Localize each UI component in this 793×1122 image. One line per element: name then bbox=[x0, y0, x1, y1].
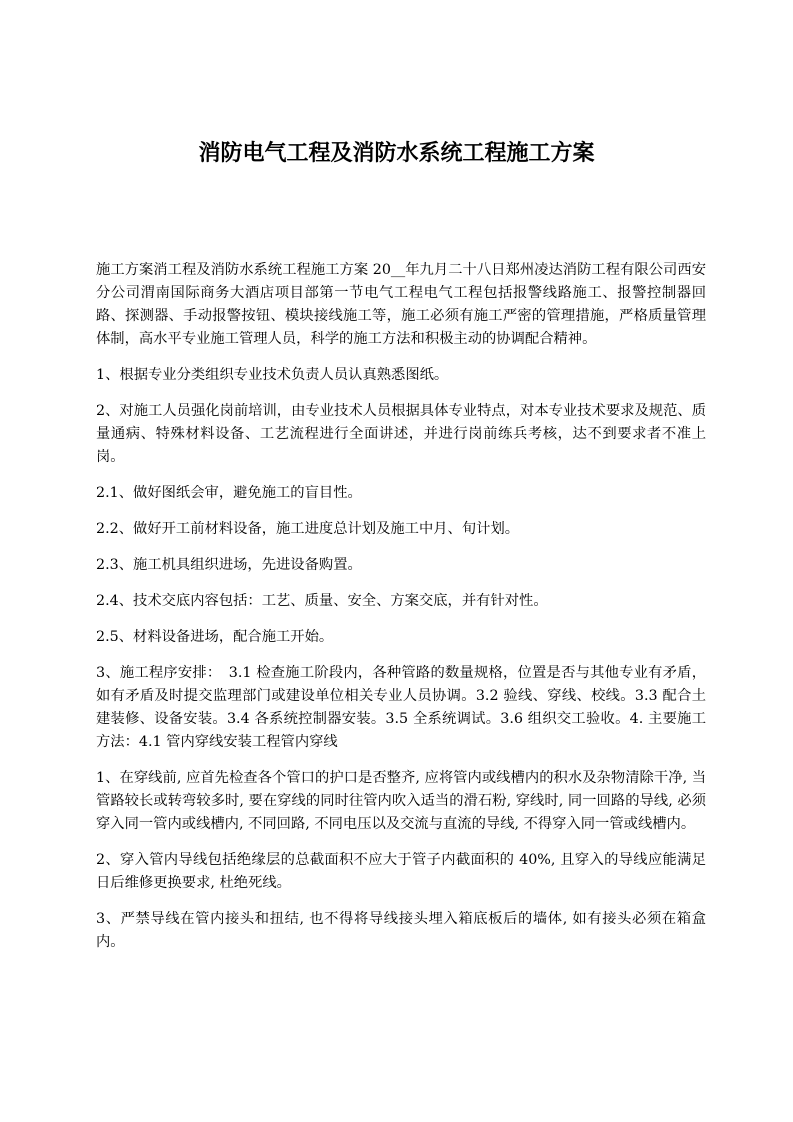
paragraph-item-2-3: 2.3、施工机具组织进场，先进设备购置。 bbox=[96, 557, 362, 573]
paragraph-wiring-2: 2、穿入管内导线包括绝缘层的总截面积不应大于管子内截面积的 40%, 且穿入的导线应能满足日后维修更换要求, 杜绝死线。 bbox=[96, 852, 706, 891]
paragraph-item-2-1: 2.1、做好图纸会审，避免施工的盲目性。 bbox=[96, 485, 362, 501]
paragraph-wiring-1: 1、在穿线前, 应首先检查各个管口的护口是否整齐, 应将管内或线槽内的积水及杂物清除干净, 当管路较长或转弯较多时, 要在穿线的同时往管内吹入适当的滑石粉, 穿线时, 同一回路的导线, 必须穿入同一管内或线槽内, 不同回路, 不同电压以及交流与直流的导线, 不得穿入同一管或线槽内。 bbox=[96, 770, 706, 832]
paragraph-item-2: 2、对施工人员强化岗前培训，由专业技术人员根据具体专业特点，对本专业技术要求及规范、质量通病、特殊材料设备、工艺流程进行全面讲述，并进行岗前练兵考核，达不到要求者不准上岗。 bbox=[96, 403, 706, 465]
paragraph-wiring-3: 3、严禁导线在管内接头和扭结, 也不得将导线接头埋入箱底板后的墙体, 如有接头必须在箱盒内。 bbox=[96, 911, 706, 950]
paragraph-item-2-4: 2.4、技术交底内容包括：工艺、质量、安全、方案交底，并有针对性。 bbox=[96, 593, 548, 609]
document-title: 消防电气工程及消防水系统工程施工方案 bbox=[198, 140, 595, 166]
document-body bbox=[96, 259, 706, 967]
paragraph-item-1: 1、根据专业分类组织专业技术负责人员认真熟悉图纸。 bbox=[96, 367, 449, 383]
paragraph-item-2-5: 2.5、材料设备进场，配合施工开始。 bbox=[96, 629, 334, 645]
paragraph-item-2-2: 2.2、做好开工前材料设备，施工进度总计划及施工中月、旬计划。 bbox=[96, 521, 520, 537]
paragraph-item-3: 3、施工程序安排： 3.1 检查施工阶段内，各种管路的数量规格，位置是否与其他专业有矛盾，如有矛盾及时提交监理部门或建设单位相关专业人员协调。3.2 验线、穿线、校线。3.3 配合土建装修、设备安装。3.4 各系统控制器安装。3.5 全系统调试。3.6 组织交工验收。4. 主要施工方法：4.1 管内穿线安装工程管内穿线 bbox=[96, 665, 706, 750]
paragraph-intro: 施工方案消工程及消防水系统工程施工方案 20__年九月二十八日郑州凌达消防工程有限公司西安分公司渭南国际商务大酒店项目部第一节电气工程电气工程包括报警线路施工、报警控制器回路、探测器、手动报警按钮、模块接线施工等，施工必须有施工严密的管理措施，严格质量管理体制，高水平专业施工管理人员，科学的施工方法和积极主动的协调配合精神。 bbox=[96, 262, 706, 347]
